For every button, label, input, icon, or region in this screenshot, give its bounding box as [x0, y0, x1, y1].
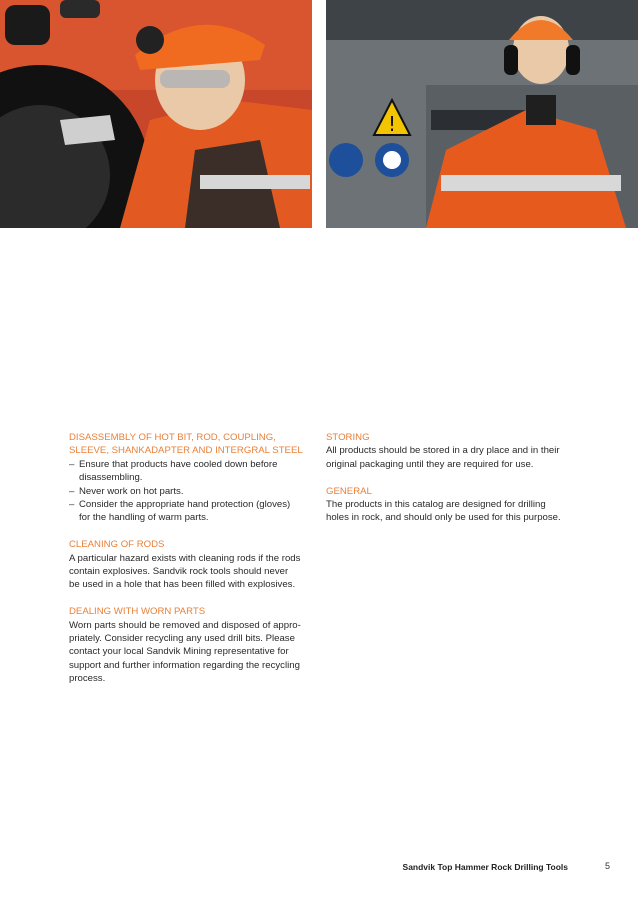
list-item-line: Consider the appropriate hand protection (gloves) — [79, 499, 291, 511]
list-item — [69, 485, 309, 498]
text-line: All products should be stored in a dry place and in their — [326, 445, 560, 457]
page-number: 5 — [605, 861, 611, 871]
heading-line: DISASSEMBLY OF HOT BIT, ROD, COUPLING, — [69, 432, 276, 443]
text-line: Worn parts should be removed and disposed of appro- — [69, 619, 301, 631]
section-heading-worn-parts: DEALING WITH WORN PARTS — [69, 606, 206, 618]
text-line: The products in this catalog are designed for drilling — [326, 499, 546, 511]
svg-text:!: ! — [387, 112, 397, 136]
text-line: holes in rock, and should only be used for this purpose. — [326, 512, 561, 524]
text-line: support and further information regarding the recycling — [69, 659, 300, 671]
right-column — [326, 431, 566, 525]
photo-worker-headlamp — [0, 0, 312, 228]
text-line: contain explosives. Sandvik rock tools should never — [69, 566, 289, 578]
section-heading-disassembly — [69, 431, 309, 458]
footer-title: Sandvik Top Hammer Rock Drilling Tools — [402, 862, 568, 872]
list-item-line: Ensure that products have cooled down before — [79, 458, 278, 470]
photo-worker-ear-protection — [326, 0, 638, 228]
text-line: contact your local Sandvik Mining representative for — [69, 646, 289, 658]
cleaning-rods-text — [69, 552, 309, 592]
list-item — [69, 458, 309, 485]
text-line: original packaging until they are required for use. — [326, 458, 534, 470]
list-item-line: disassembling. — [79, 472, 143, 484]
text-line: A particular hazard exists with cleaning rods if the rods — [69, 552, 301, 564]
section-heading-general: GENERAL — [326, 485, 372, 497]
list-item — [69, 498, 309, 525]
section-heading-cleaning-rods: CLEANING OF RODS — [69, 539, 165, 551]
left-column — [69, 431, 309, 686]
list-item-line: for the handling of warm parts. — [79, 512, 209, 524]
section-heading-storing: STORING — [326, 432, 370, 443]
text-line: priately. Consider recycling any used drill bits. Please — [69, 633, 295, 645]
list-item-line: Never work on hot parts. — [79, 485, 184, 497]
general-text — [326, 498, 566, 525]
disassembly-list — [69, 458, 309, 525]
worn-parts-text — [69, 619, 309, 686]
text-line: be used in a hole that has been filled with explosives. — [69, 579, 296, 591]
text-line: process. — [69, 673, 106, 685]
heading-line: SLEEVE, SHANKADAPTER AND INTERGRAL STEEL — [69, 445, 303, 457]
storing-text — [326, 444, 566, 471]
